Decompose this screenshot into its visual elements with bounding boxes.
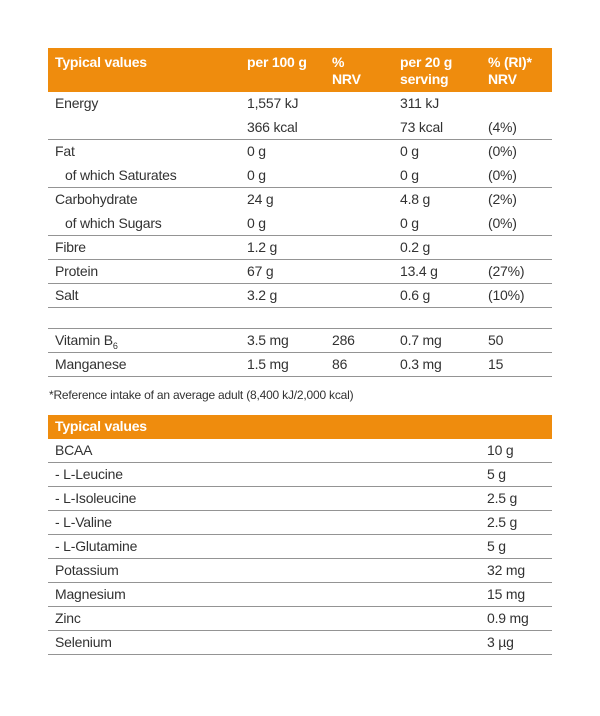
per-100g-value: 0 g (247, 143, 266, 159)
row-label: Fat (55, 143, 75, 159)
header-nrv-100g: % NRV (332, 54, 361, 87)
per-20g-value: 13.4 g (400, 263, 438, 279)
per-20g-value: 0 g (400, 215, 419, 231)
row-value: 5 g (487, 538, 506, 554)
per-20g-value: 0.2 g (400, 239, 431, 255)
row-label: Vitamin $B_6$ (55, 332, 118, 351)
row-label: of which Saturates (65, 167, 177, 183)
vitamin-b6-subscript: 6 (112, 340, 118, 351)
table-row-manganese (48, 353, 552, 377)
per-20g-value: 0.7 mg (400, 332, 442, 348)
header-typical-values: Typical values (55, 54, 147, 70)
ri-20g-value: (4%) (488, 119, 517, 135)
ri-20g-value: (0%) (488, 215, 517, 231)
row-label: - L-Valine (55, 514, 112, 530)
row-label: - L-Leucine (55, 466, 123, 482)
row-value: 5 g (487, 466, 506, 482)
amino-table-header: Typical values (48, 415, 552, 439)
per-20g-value: 0 g (400, 167, 419, 183)
table-row-selenium (48, 631, 552, 655)
per-100g-value: 1.2 g (247, 239, 278, 255)
row-label: Manganese (55, 356, 127, 372)
per-20g-value: 311 kJ (400, 95, 440, 111)
row-label: of which Sugars (65, 215, 162, 231)
per-20g-value: 4.8 g (400, 191, 431, 207)
row-label: Energy (55, 95, 99, 111)
table-section-spacer (48, 308, 552, 329)
header-per-100g: per 100 g (247, 54, 307, 70)
row-value: 32 mg (487, 562, 525, 578)
ri-20g-value: (2%) (488, 191, 517, 207)
header-per-20g-serving: per 20 g serving (400, 54, 453, 87)
table-row-saturates (48, 164, 552, 188)
table-row-magnesium (48, 583, 552, 607)
row-value: 15 mg (487, 586, 525, 602)
table-row-salt (48, 284, 552, 308)
per-100g-value: 3.2 g (247, 287, 278, 303)
ri-20g-value: (0%) (488, 167, 517, 183)
per-20g-value: 73 kcal (400, 119, 443, 135)
ri-20g-value (488, 92, 552, 116)
per-100g-value: 67 g (247, 263, 274, 279)
row-label: Zinc (55, 610, 81, 626)
row-label: Magnesium (55, 586, 126, 602)
nrv-100g-value (332, 116, 400, 139)
nrv-100g-value (332, 188, 400, 212)
per-100g-value: 1,557 kJ (247, 95, 299, 111)
table-row-l-valine (48, 511, 552, 535)
table-row-vitamin-b6 (48, 329, 552, 353)
nrv-100g-value (332, 260, 400, 283)
table-row-protein (48, 260, 552, 284)
per-100g-value: 366 kcal (247, 119, 298, 135)
row-label: Selenium (55, 634, 112, 650)
row-label: - L-Glutamine (55, 538, 138, 554)
ri-20g-value: (0%) (488, 143, 517, 159)
nrv-100g-value (332, 284, 400, 307)
table-row-sugars (48, 212, 552, 236)
nrv-100g-value (332, 92, 400, 116)
row-value: 3 µg (487, 634, 514, 650)
per-100g-value: 3.5 mg (247, 332, 289, 348)
table-row-energy-kj (48, 92, 552, 116)
nrv-100g-value (332, 236, 400, 259)
row-value: 0.9 mg (487, 610, 529, 626)
table-row-potassium (48, 559, 552, 583)
per-100g-value: 24 g (247, 191, 274, 207)
header-ri-nrv: % (RI)* NRV (488, 54, 532, 87)
table-row-l-isoleucine (48, 487, 552, 511)
nutrition-label (48, 0, 552, 655)
per-20g-value: 0 g (400, 143, 419, 159)
table-row-energy-kcal (48, 116, 552, 140)
row-label: Salt (55, 287, 79, 303)
nutrition-table-header (48, 48, 552, 92)
nrv-100g-value (332, 212, 400, 235)
nrv-100g-value (332, 164, 400, 187)
table-row-l-glutamine (48, 535, 552, 559)
table-row-zinc (48, 607, 552, 631)
ri-20g-value (488, 236, 552, 259)
per-100g-value: 1.5 mg (247, 356, 289, 372)
ri-20g-value: 50 (488, 332, 504, 348)
table-row-bcaa (48, 439, 552, 463)
row-label: Carbohydrate (55, 191, 138, 207)
ri-20g-value: (27%) (488, 263, 525, 279)
table-row-fat (48, 140, 552, 164)
row-label: Fibre (55, 239, 86, 255)
row-value: 10 g (487, 442, 514, 458)
row-label: BCAA (55, 442, 93, 458)
table-row-l-leucine (48, 463, 552, 487)
per-100g-value: 0 g (247, 167, 266, 183)
row-label: - L-Isoleucine (55, 490, 137, 506)
table-row-fibre (48, 236, 552, 260)
nrv-100g-value (332, 140, 400, 164)
ri-20g-value: (10%) (488, 287, 525, 303)
row-label: Protein (55, 263, 98, 279)
nrv-100g-value: 286 (332, 332, 355, 348)
per-20g-value: 0.6 g (400, 287, 431, 303)
row-label: Potassium (55, 562, 119, 578)
table-row-carbohydrate (48, 188, 552, 212)
row-label (55, 116, 247, 139)
per-20g-value: 0.3 mg (400, 356, 442, 372)
row-value: 2.5 g (487, 490, 518, 506)
reference-intake-footnote: *Reference intake of an average adult (8,400 kJ/2,000 kcal) (49, 388, 354, 402)
row-value: 2.5 g (487, 514, 518, 530)
per-100g-value: 0 g (247, 215, 266, 231)
ri-20g-value: 15 (488, 356, 504, 372)
nrv-100g-value: 86 (332, 356, 348, 372)
